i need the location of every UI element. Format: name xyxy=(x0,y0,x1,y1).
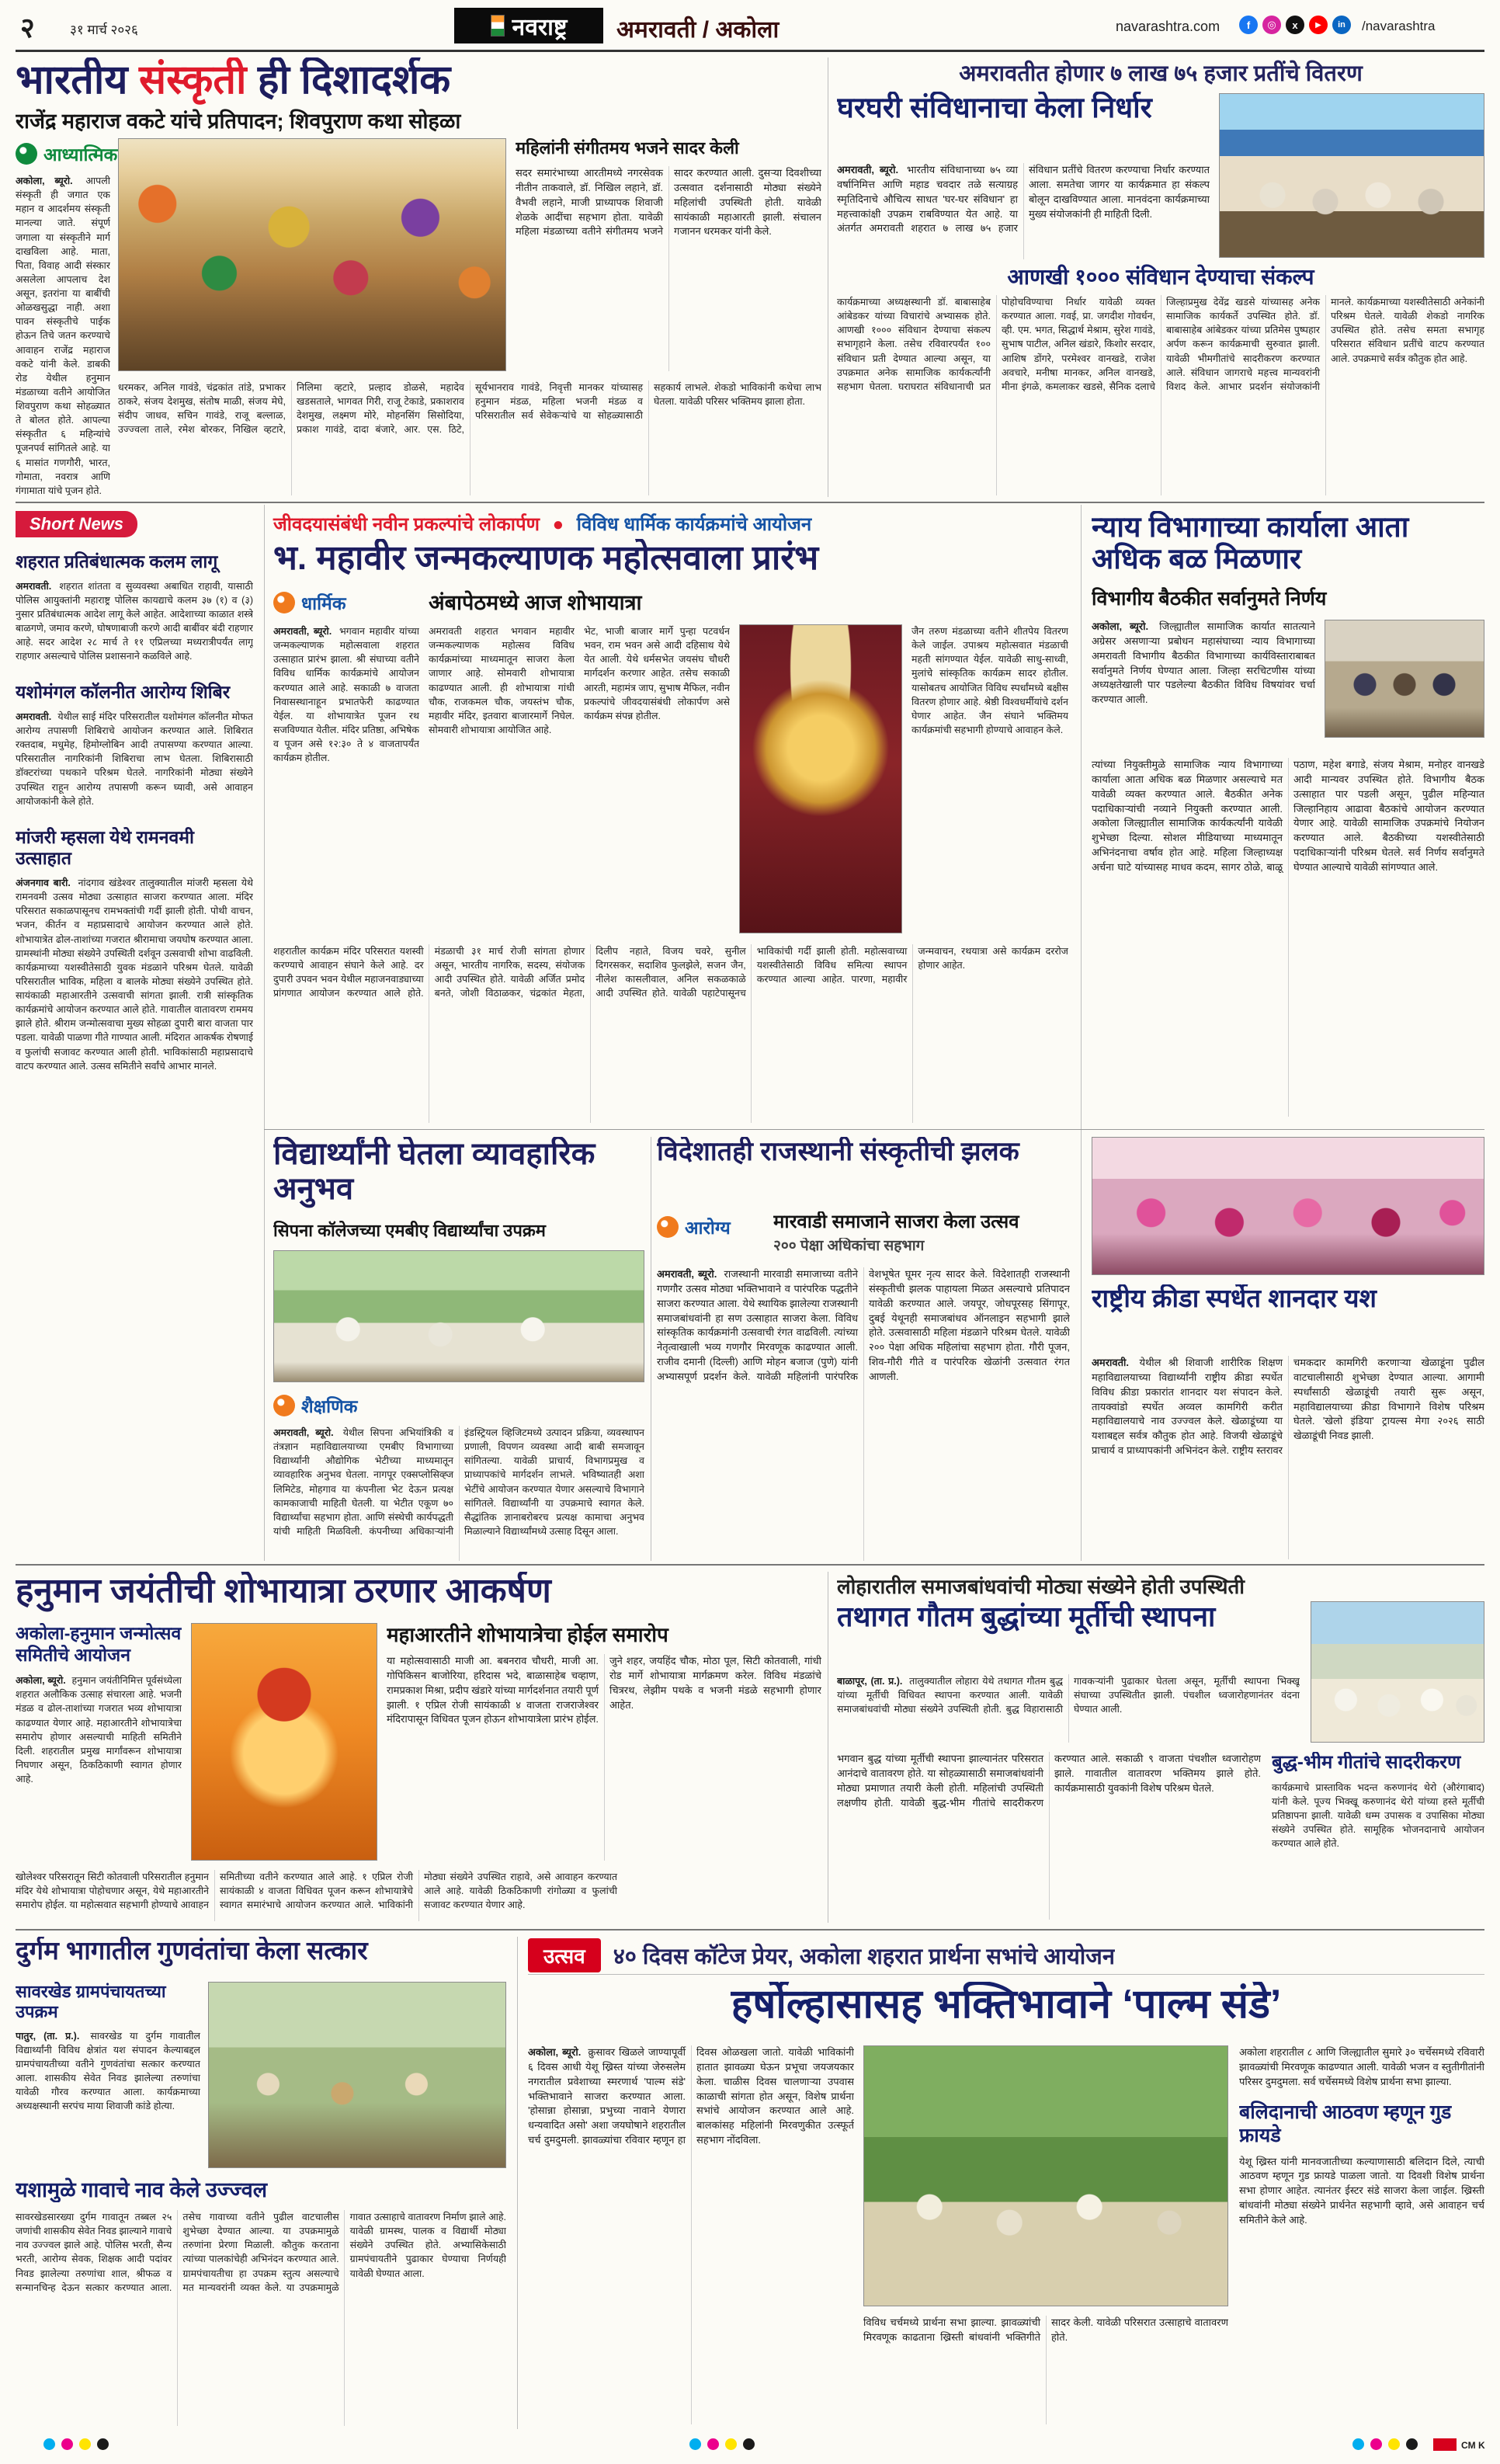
mahavir-kicker xyxy=(273,511,1068,537)
body-text: येथील सिपना अभियांत्रिकी व तंत्रज्ञान महाविद्यालयाच्या एमबीए विभागाच्या विद्यार्थ्यांनी औद्योगिक भेटीच्या माध्यमातून व्यावहारिक अनुभव घेतला. नागपूर एक्सप्लोसिव्ह्ज लिमिटेड, मोहगाव या कंपनीला भेट देऊन प्रत्यक्ष कामकाजाची माहिती घेतली. या भेटीत एकूण ७० विद्यार्थ्यांचा सहभाग होता. xyxy=(273,1427,453,1523)
buddha-kicker: लोहारातील समाजबांधवांची मोठ्या संख्येने होती उपस्थिती xyxy=(837,1575,1245,1598)
body-text: हनुमान जयंतीनिमित्त पूर्वसंध्येला शहरात अलौकिक उत्साह संचारला आहे. भजनी मंडळ व ढोल-ताशांच्या गजरात भव्य शोभायात्रा काढण्यात येणार आहे. महाआरतीने शोभायात्रेचा समारोप होणार असल्याची माहिती समितीने दिली. शहरातील प्रमुख मार्गांवरून शोभायात्रा निघणार असून, ठिकठिकाणी स्वागत होणार आहे. xyxy=(16,1675,182,1785)
short-news-column xyxy=(16,511,253,1555)
spiritual-icon xyxy=(16,143,37,165)
dateline: अकोला, ब्यूरो. xyxy=(528,2046,582,2058)
hanuman-subhead-2: महाआरतीने शोभायात्रेचा होईल समारोप xyxy=(387,1623,668,1646)
dateline: अमरावती, ब्यूरो. xyxy=(273,626,332,637)
print-registration-dots xyxy=(689,2438,755,2450)
sanskruti-body-right xyxy=(516,166,821,371)
header-rule xyxy=(16,50,1484,52)
body-text: क्रुसावर खिळले जाण्यापूर्वी ६ दिवस आधी येशू ख्रिस्त यांच्या जेरुसलेम नगरातील प्रवेशाच्या स्मरणार्थ 'पाल्म संडे' भक्तिभावाने साजरा करण्यात आला. 'होसान्ना होसान्ना, प्रभुच्या नावाने येणारा धन्यवादित असो' अशा जयघोषाने शहरातील चर्च दुमदुमली. झावळ्यांचा रविवार म्हणून हा दिवस ओळखला जातो. यावेळी भाविकांनी हातात झावळ्या घेऊन प्रभूचा जयजयकार केला. चाळीस दिवस चालणाऱ्या उपवास काळाची सांगता होत असून, विशेष प्रार्थना सभांचे आयोजन करण्यात आले आहे. बालकांसह महिलांनी मिरवणुकीत उत्स्फूर्त सहभाग नोंदविला. xyxy=(528,2046,854,2146)
buddha-subhead-2: बुद्ध-भीम गीतांचे सादरीकरण xyxy=(1272,1752,1461,1773)
samvidhan-kicker: अमरावतीत होणार ७ लाख ७५ हजार प्रतींचे वितरण xyxy=(959,61,1363,86)
article-nyay xyxy=(1092,511,1484,1120)
yellow-dot xyxy=(1388,2438,1400,2450)
buddha-right-column xyxy=(1272,1752,1484,1920)
black-dot xyxy=(97,2438,109,2450)
page-date: ३१ मार्च २०२६ xyxy=(70,23,138,37)
palm-right-column xyxy=(1239,2045,1484,2424)
satkar-photo xyxy=(208,1982,506,2168)
nyay-subhead: विभागीय बैठकीत सर्वानुमते निर्णय xyxy=(1092,588,1327,610)
body-text: कार्यक्रमाचे प्रास्ताविक भदन्त करुणानंद थेरो (औरंगाबाद) यांनी केले. पूज्य भिक्खू करुणानंद थेरो यांच्या हस्ते मूर्तीची प्रतिष्ठापना झाली. यावेळी धम्म उपासक व उपासिका मोठ्या संख्येने उपस्थित होते. सामूहिक भोजनदानाचे आयोजन करण्यात आले होते. xyxy=(1272,1781,1484,1850)
website-link[interactable]: navarashtra.com xyxy=(1116,19,1220,34)
column-rule xyxy=(517,1937,518,2429)
religious-tag-label: धार्मिक xyxy=(301,593,346,613)
article-buddha xyxy=(837,1572,1484,1923)
religious-icon xyxy=(273,592,295,613)
samvidhan-body xyxy=(837,163,1210,259)
magenta-dot xyxy=(1370,2438,1382,2450)
vidyarthi-body xyxy=(273,1426,644,1561)
health-tag xyxy=(657,1215,731,1239)
body-text: आणि संस्थेची कार्यपद्धती यांची माहिती मिळविली. कंपनीच्या अधिकाऱ्यांनी इंडस्ट्रियल व्हिजिटमध्ये उत्पादन प्रक्रिया, व्यवस्थापन प्रणाली, विपणन व्यवस्था आदी बाबी समजावून सांगितल्या. यावेळी प्राचार्य, विभागप्रमुख व प्राध्यापकांचे मार्गदर्शन लाभले. भविष्यातही अशा भेटींचे आयोजन करण्यात येणार असल्याचे विभागाने सांगितले. विद्यार्थ्यांनी या उपक्रमाचे स्वागत केले. सैद्धांतिक ज्ञानाबरोबरच प्रत्यक्ष कामाचा अनुभव मिळाल्याने विद्यार्थ्यांमध्ये उत्साह दिसून आला. xyxy=(273,1427,644,1537)
body-text: अमरावती शहरात भगवान महावीर जन्मकल्याणक महोत्सव विविध कार्यक्रमांच्या माध्यमातून साजरा केला जाणार आहे. सोमवारी शोभायात्रा काढण्यात आली. ही शोभायात्रा गांधी चौक, राजकमल चौक, जयस्तंभ चौक, महावीर मंदिर, इतवारा बाजारमार्गे निघेल. सोमवारी शोभायात्रा आयोजित आहे. xyxy=(429,626,575,735)
body-text: येथील साई मंदिर परिसरातील यशोमंगल कॉलनीत मोफत आरोग्य तपासणी शिबिराचे आयोजन करण्यात आले. शिबिरात रक्तदाब, मधुमेह, हिमोग्लोबिन आदी तपासण्या करण्यात आल्या. परिसरातील नागरिकांनी शिबिराचा लाभ घेतला. शिबिरासाठी डॉक्टरांच्या पथकाने परिश्रम घेतले. नागरिकांनी मोठ्या संख्येने उपस्थित राहून आरोग्य तपासणी करून घ्यावी, असे आवाहन आयोजकांनी केले होते. xyxy=(16,711,253,807)
satkar-headline: दुर्गम भागातील गुणवंतांचा केला सत्कार xyxy=(16,1937,368,1965)
hanuman-deity-image xyxy=(191,1623,377,1861)
article-rajasthani xyxy=(657,1137,1070,1561)
short-news-body xyxy=(16,579,253,664)
marwadi-utsav-photo xyxy=(1092,1137,1484,1275)
satkar-body xyxy=(16,2210,506,2426)
education-tag-label: शैक्षणिक xyxy=(301,1396,358,1416)
sanskruti-body-left xyxy=(16,174,110,495)
facebook-icon[interactable]: f xyxy=(1239,16,1258,34)
palm-body-right xyxy=(1239,2155,1484,2228)
article-palm-sunday xyxy=(528,1937,1484,2429)
mahavir-col-2 xyxy=(429,624,575,933)
vidyarthi-headline: विद्यार्थ्यांनी घेतला व्यावहारिक अनुभव xyxy=(273,1137,595,1206)
short-news-item xyxy=(16,682,253,808)
hanuman-side-column xyxy=(16,1623,182,1867)
vidyarthi-subhead: सिपना कॉलेजच्या एमबीए विद्यार्थ्यांचा उपक्रम xyxy=(273,1221,546,1240)
dateline: अमरावती. xyxy=(16,580,52,592)
hanuman-body-left xyxy=(16,1673,182,1786)
hanuman-side-head: अकोला-हनुमान जन्मोत्सव समितीचे आयोजन xyxy=(16,1623,182,1665)
article-vidyarthi xyxy=(273,1137,644,1561)
short-news-title: यशोमंगल कॉलनीत आरोग्य शिबिर xyxy=(16,682,231,703)
article-satkar xyxy=(16,1937,506,2429)
rajasthani-body xyxy=(657,1267,1070,1561)
page-header xyxy=(0,0,1500,51)
edition-label: अमरावती / अकोला xyxy=(616,17,780,43)
body-text: आपली संस्कृती ही जगात एक महान व आदर्शमय संस्कृती मानल्या जाते. संपूर्ण जगाला या संस्कृतीने मार्ग दाखविला आहे. माता, पिता, विवाह आदी संस्कार असलेला आपलाच देश असून, इतरांना या बाबींची ओळखसुद्धा नाही. अशा पावन संस्कृतीचे पाईक होऊन तिचे जतन करण्याचे आवाहन राजेंद्र महाराज वकटे यांनी केले. डाबकी रोड येथील हनुमान मंडळाच्या वतीने आयोजित शिवपुराण कथा सोहळ्यात ते बोलत होते. आपल्या संस्कृतीत ६ महिन्यांचे पूजनपर्व सांगितले आहे. या ६ मासांत गणगौरी, भारत, गोमाता, नवरात्र आणि गंगामाता यांचे पूजन होते. xyxy=(16,176,110,495)
mahavir-statue-photo xyxy=(739,624,902,933)
yellow-dot xyxy=(79,2438,91,2450)
masthead-title: नवराष्ट्र xyxy=(512,14,568,40)
body-text: जिल्ह्यातील सामाजिक कार्यात सातत्याने अग्रेसर असणाऱ्या प्रबोधन महासंघाच्या न्याय विभागाच्या अमरावती विभागीय बैठकीत विभागाच्या कार्यविस्ताराबाबत सर्वानुमते निर्णय घेण्यात आला. जिल्हा सरचिटणीस यांच्या अध्यक्षतेखाली पार पडलेल्या बैठकीत विविध विषयांवर चर्चा करण्यात आली. xyxy=(1092,620,1315,706)
dateline: अकोला, ब्यूरो. xyxy=(1092,620,1149,632)
headline-part-red: संस्कृती xyxy=(139,57,247,103)
sanskruti-body-bottom xyxy=(118,381,821,495)
short-news-body xyxy=(16,876,253,1073)
article-sanskruti xyxy=(16,57,821,497)
body-text: सावरखेडसारख्या दुर्गम गावातून तब्बल २५ जणांची शासकीय सेवेत निवड झाल्याने गावाचे नाव उज्ज्वल झाले आहे. पोलिस भरती, सैन्य भरती, आरोग्य सेवक, शिक्षक आदी पदांवर निवड झालेल्या तरुणांचा शाल, श्रीफळ व सन्मानचिन्ह देऊन सत्कार करण्यात आला. तसेच गावाच्या वतीने पुढील वाटचालीस शुभेच्छा देण्यात आल्या. या उपक्रमामुळे तरुणांना प्रेरणा मिळाली. xyxy=(16,2212,339,2293)
section-rule xyxy=(16,502,1484,503)
instagram-icon[interactable]: ◎ xyxy=(1262,16,1281,34)
print-registration-dots xyxy=(1352,2438,1418,2450)
dateline: पातुर, (ता. प्र.). xyxy=(16,2030,80,2042)
buddha-body-intro xyxy=(837,1674,1300,1743)
satkar-body-left xyxy=(16,2029,200,2114)
sanskruti-photo xyxy=(118,138,506,371)
rajasthani-subhead: मारवाडी समाजाने साजरा केला उत्सव xyxy=(773,1211,1019,1232)
body-text: येथील श्री शिवाजी शारीरिक शिक्षण महाविद्यालयाच्या विद्यार्थ्यांनी राष्ट्रीय क्रीडा स्पर्धेत विविध क्रीडा प्रकारांत शानदार यश संपादन केले. तायक्वांडो स्पर्धेत अव्वल कामगिरी करीत महाविद्यालयाचे नाव उज्ज्वल केले. खेळाडूंच्या या यशाबद्दल सर्वत्र कौतुक होत आहे. विजयी खेळाडूंचे प्राचार्य व प्राध्यापकांनी अभिनंदन केले. राष्ट्रीय स्तरावर चमकदार कामगिरी करणाऱ्या खेळाडूंना पुढील वाटचालीसाठी शुभेच्छा देण्यात आल्या. आगामी स्पर्धांसाठी खेळाडूंची तयारी सुरू असून, महाविद्यालयाच्या क्रीडा विभागाने विशेष परिश्रम घेतले. 'खेलो इंडिया' ट्रायल्स मेगा २०२६ साठी खेळाडूंची निवड झाली. xyxy=(1092,1357,1484,1457)
body-text: येशू ख्रिस्त यांनी मानवजातीच्या कल्याणासाठी बलिदान दिले, त्याची आठवण म्हणून गुड फ्रायडे पाळला जातो. या दिवशी विशेष प्रार्थना सभा होणार आहेत. त्यानंतर ईस्टर संडे साजरा केला जाईल. ख्रिस्ती बांधवांनी मोठ्या संख्येने प्रार्थनेत सहभागी व्हावे, असे आवाहन चर्च समितीने केले आहे. xyxy=(1239,2155,1484,2226)
body-text: कौतुक करताना त्यांच्या पालकांचेही अभिनंदन करण्यात आले. ग्रामपंचायतीचा हा उपक्रम स्तुत्य असल्याचे मत मान्यवरांनी व्यक्त केले. या उपक्रमामुळे गावात उत्साहाचे वातावरण निर्माण झाले आहे. यावेळी ग्रामस्थ, पालक व विद्यार्थी मोठ्या संख्येने उपस्थित होते. अभ्यासिकेसाठी ग्रामपंचायतीने पुढाकार घेण्याचा निर्णयही यावेळी घेण्यात आला. xyxy=(182,2212,506,2293)
body-text: गवई, प्रा. जगदीश गोवर्धन, व्ही. एम. भगत, सिद्धार्थ मेश्राम, सुरेश गावंडे, सुभाष पाटील, अनिल खंडारे, किशोर सरदार, आशिष डोंगरे, परमेश्वर वानखडे, राजेश अवचारे, मनीषा मानकर, अनिल वानखडे, मीना इंगळे, कमलाकर खडसे, सैनिक दलाचे जिल्हाप्रमुख देवेंद्र खडसे यांच्यासह अनेक सामाजिक कार्यकर्ते उपस्थित होते. डॉ. बाबासाहेब आंबेडकर यांच्या प्रतिमेस पुष्पहार अर्पण करून कार्यक्रमाची सुरुवात झाली. यावेळी भीमगीतांचे सादरीकरण करण्यात आले. संविधान जागराचे महत्त्व मान्यवरांनी विशद केले. आभार प्रदर्शन संयोजकांनी मानले. कार्यक्रमाच्या यशस्वीतेसाठी अनेकांनी परिश्रम घेतले. यावेळी शेकडो नागरिक उपस्थित होते. तसेच समता सभागृह परिसरात संविधान प्रतींचे वाटप करण्यात आले. उपक्रमाचे सर्वत्र कौतुक होत आहे. xyxy=(1002,297,1484,392)
palm-photo xyxy=(863,2045,1228,2306)
sanskruti-headline xyxy=(16,57,821,106)
yellow-dot xyxy=(725,2438,737,2450)
palm-right-top xyxy=(1239,2045,1484,2090)
palm-kicker: ४० दिवस कॉटेज प्रेयर, अकोला शहरात प्रार्थना सभांचे आयोजन xyxy=(613,1944,1115,1969)
body-text: या महोत्सवासाठी माजी आ. बबनराव चौधरी, माजी आ. गोपिकिसन बाजोरिया, हरिदास भदे, बाळासाहेब चव्हाण, रामप्रकाश मिश्रा, प्रदीप खंडारे यांच्या मार्गदर्शनात तयारी पूर्ण झाली. १ एप्रिल रोजी सायंकाळी ४ वाजता राजराजेश्वर मंदिरापासून विधिवत पूजन होऊन शोभायात्रेला प्रारंभ होईल. जुने शहर, जयहिंद चौक, मोठा पूल, सिटी कोतवाली, गांधी रोड मार्गे शोभायात्रा मार्गक्रमण करेल. विविध मंडळांचे चित्ररथ, लेझीम पथके व भजनी मंडळे सहभागी होणार आहेत. xyxy=(387,1655,821,1725)
color-bar xyxy=(1433,2438,1457,2451)
short-news-title: मांजरी म्हसला येथे रामनवमी उत्साहात xyxy=(16,826,194,869)
youtube-icon[interactable]: ▶ xyxy=(1309,16,1328,34)
nyay-headline: न्याय विभागाच्या कार्याला आता अधिक बळ मिळणार xyxy=(1092,511,1409,575)
nyay-photo xyxy=(1325,620,1484,738)
spiritual-tag-label: आध्यात्मिक xyxy=(43,144,118,165)
mahavir-headline: भ. महावीर जन्मकल्याणक महोत्सवाला प्रारंभ xyxy=(273,539,819,577)
article-samvidhan xyxy=(837,57,1484,497)
religious-tag xyxy=(273,590,345,615)
palm-banner xyxy=(528,1937,1484,1975)
satkar-subhead-2: यशामुळे गावाचे नाव केले उज्ज्वल xyxy=(16,2178,268,2202)
body-text: भेट, भाजी बाजार मार्गे पुन्हा पटवर्धन भवन, राम भवन असे आदी दहिसाथ येथे येत आली. येथे धर्मसभेत जयसंघ चौधरी मार्गदर्शन करणार आहेत. तसेच सकाळी आरती, महामंत्र जाप, सुभाष मैफिल, नवीन प्रकल्पांचे जीवदयासंबंधी लोकार्पण असे कार्यक्रम संपन्न होतील. xyxy=(584,626,730,721)
health-icon xyxy=(657,1216,679,1238)
body-text: भगवान महावीर यांच्या जन्मकल्याणक महोत्सवाला शहरात उत्साहात प्रारंभ झाला. श्री संघाच्या वतीने विविध धार्मिक कार्यक्रमांचे आयोजन करण्यात आले आहे. सकाळी ७ वाजता निवासस्थानाहून प्रभातफेरी काढण्यात येईल. या शोभायात्रेत पूजन रथ सजविण्यात येतील. मंदिर प्रतिष्ठा, अभिषेक व पूजन असे १२:३० ते ४ वाजतापर्यंत कार्यक्रम होतील. xyxy=(273,626,419,764)
hanuman-body-bottom xyxy=(16,1870,821,1921)
magenta-dot xyxy=(61,2438,73,2450)
palm-headline: हर्षोल्हासासह भक्तिभावाने ‘पाल्म संडे’ xyxy=(731,1982,1282,2027)
section-rule xyxy=(16,1929,1484,1931)
short-news-label: Short News xyxy=(16,511,137,537)
dateline: अमरावती. xyxy=(1092,1357,1130,1368)
dateline: अमरावती, ब्यूरो. xyxy=(273,1427,334,1438)
festival-tag: उत्सव xyxy=(528,1938,601,1972)
education-icon xyxy=(273,1395,295,1416)
social-handle: /navarashtra xyxy=(1362,19,1436,33)
body-text: राजस्थानी मारवाडी समाजाच्या वतीने गणगौर उत्सव मोठ्या भक्तिभावाने व पारंपरिक पद्धतीने साजरा करण्यात आला. येथे स्थायिक झालेल्या राजस्थानी समाजबांधवांनी हा सण उत्साहात साजरा केला. विविध सांस्कृतिक कार्यक्रमांनी उत्सवाची रंगत वाढविली. xyxy=(657,1268,859,1339)
buddha-body xyxy=(837,1752,1261,1920)
samvidhan-photo xyxy=(1219,93,1484,258)
palm-body-under-photo xyxy=(863,2316,1228,2424)
samvidhan-headline: घरघरी संविधानाचा केला निर्धार xyxy=(837,92,1152,123)
rajasthani-highlight: २०० पेक्षा अधिकांचा सहभाग xyxy=(773,1238,925,1254)
black-dot xyxy=(1406,2438,1418,2450)
mahavir-col-1 xyxy=(273,624,419,933)
education-tag xyxy=(273,1393,357,1418)
buddha-headline: तथागत गौतम बुद्धांच्या मूर्तीची स्थापना xyxy=(837,1601,1216,1632)
cyan-dot xyxy=(1352,2438,1364,2450)
body-text: भारतीय संविधानाच्या ७५ व्या वर्षानिमित्त आणि महाड चवदार तळे सत्याग्रह स्मृतिदिनाचे औचित्य साधत 'घर-घर संविधान' हा महत्त्वाकांक्षी उपक्रम राबविण्यात येत आहे. या अंतर्गत अमरावती शहरात ७ लाख ७५ हजार संविधान प्रतींचे वितरण करण्याचा निर्धार करण्यात आला. समतेचा जागर या कार्यक्रमात हा संकल्प बोलून दाखविण्यात आला. मानवंदना कार्यक्रमाच्या मुख्य संयोजकांनी ही माहिती दिली. xyxy=(837,164,1210,235)
article-mahavir xyxy=(273,511,1068,1126)
satkar-side-column xyxy=(16,1982,200,2168)
krida-body xyxy=(1092,1356,1484,1559)
dateline: अकोला, ब्यूरो. xyxy=(16,1675,66,1687)
headline-part: भारतीय xyxy=(16,57,140,103)
body-text: कार्यक्रमाच्या अध्यक्षस्थानी डॉ. बाबासाहेब आंबेडकर यांच्या विचारांचे अभ्यासक होते. आणखी १००० संविधान देण्याचा संकल्प सभागृहाने केला. तसेच रविवारपर्यंत १०० संविधान प्रती देण्यात आल्या असून, या उपक्रमात अनेक सामाजिक कार्यकर्त्यांनी सहभाग घेतला. घराघरात संविधानाची प्रत पोहोचविण्याचा निर्धार यावेळी व्यक्त करण्यात आला. xyxy=(837,297,1155,392)
body-text: खोलेश्वर परिसरातून सिटी कोतवाली परिसरातील हनुमान मंदिर येथे शोभायात्रा पोहोचणार असून, येथे महाआरतीने समारोप होईल. या महोत्सवात सहभागी होण्याचे आवाहन समितीच्या वतीने करण्यात आले आहे. १ एप्रिल रोजी सायंकाळी ४ वाजता विधिवत पूजन करून शोभायात्रेचे स्वागत समारंभाचे आयोजन करण्यात आले. भाविकांनी मोठ्या संख्येने उपस्थित राहावे, असे आवाहन करण्यात आले आहे. यावेळी ठिकठिकाणी रांगोळ्या व फुलांची सजावट करण्यात येणार आहे. xyxy=(16,1871,617,1911)
palm-subhead-2: बलिदानाची आठवण म्हणून गुड फ्रायडे xyxy=(1239,2101,1452,2146)
dateline: अकोला, ब्यूरो. xyxy=(16,176,73,186)
body-text: धरमकर, अनिल गावंडे, चंद्रकांत तांडे, प्रभाकर ठाकरे, संजय देशमुख, संतोष माळी, संजय मेघे, संदीप जाधव, सचिन गावंडे, राजू बल्लाळ, उज्ज्वला ताले, रमेश बोरकर, निखिल व्हटारे, निलिमा व्हटारे, प्रल्हाद डोळसे, महादेव खडसताले, भागवत गिरी, राजू टेकाडे, प्रकाशराव देशमुख, लक्ष्मण मोरे, मोहनसिंग सिसोदिया, प्रकाश गावंडे, दादा बंजारे, आर. एस. ठिटे, सूर्यभानराव गावंडे, निवृत्ती मानकर यांच्यासह हनुमान मंडळ, महिला भजनी मंडळ व परिसरातील सर्व सेवेकऱ्यांचे या सोहळ्यासाठी सहकार्य लाभले. शेकडो भाविकांनी कथेचा लाभ घेतला. यावेळी परिसर भक्तिमय झाला होता. xyxy=(118,382,821,436)
mahavir-col-5 xyxy=(911,624,1068,933)
kicker-red: जीवदयासंबंधी नवीन प्रकल्पांचे लोकार्पण xyxy=(273,514,540,535)
satkar-subhead: सावरखेड ग्रामपंचायतच्या उपक्रम xyxy=(16,1982,166,2022)
article-hanuman xyxy=(16,1572,821,1923)
page-number: २ xyxy=(20,12,35,43)
sanskruti-subhead-2: महिलांनी संगीतमय भजने सादर केली xyxy=(516,138,739,158)
headline-part: ही दिशादर्शक xyxy=(246,57,451,103)
article-krida xyxy=(1092,1284,1484,1561)
mahavir-body-bottom xyxy=(273,944,1068,1123)
social-icons xyxy=(1239,16,1351,34)
dateline: अमरावती. xyxy=(16,711,52,722)
health-tag-label: आरोग्य xyxy=(685,1218,731,1238)
flag-icon xyxy=(491,15,505,36)
print-mark-label: CM K xyxy=(1461,2440,1485,2451)
body-text: तालुक्यातील लोहारा येथे तथागत गौतम बुद्ध यांच्या मूर्तीची विधिवत स्थापना करण्यात आली. यावेळी समाजबांधवांची मोठ्या संख्येने उपस्थिती होती. बुद्ध विहारासाठी गावकऱ्यांनी पुढाकार घेतला असून, मूर्तीची स्थापना भिक्खू संघाच्या उपस्थितीत झाली. पंचशील ध्वजारोहणानंतर वंदना घेण्यात आली. xyxy=(837,1676,1300,1715)
nyay-body xyxy=(1092,758,1484,1117)
krida-headline: राष्ट्रीय क्रीडा स्पर्धेत शानदार यश xyxy=(1092,1284,1377,1312)
body-text: सावरखेड या दुर्गम गावातील विद्यार्थ्यांनी विविध क्षेत्रांत यश संपादन केल्याबद्दल ग्रामपंचायतीच्या वतीने गुणवंतांचा सत्कार करण्यात आला. शासकीय सेवेत निवड झालेल्या तरुणांचा यावेळी गौरव करण्यात आला. कार्यक्रमाच्या अध्यक्षस्थानी सरपंच माया शिवाजी कांडे होत्या. xyxy=(16,2030,200,2112)
linkedin-icon[interactable]: in xyxy=(1332,16,1351,34)
magenta-dot xyxy=(707,2438,719,2450)
body-text: विविध चर्चमध्ये प्रार्थना सभा झाल्या. झावळ्यांची मिरवणूक काढताना ख्रिस्ती बांधवांनी भक्तिगीते सादर केली. यावेळी परिसरात उत्साहाचे वातावरण होते. xyxy=(863,2316,1228,2343)
section-rule xyxy=(16,1564,1484,1566)
kicker-separator: ● xyxy=(552,514,564,535)
mahavir-subhead: अंबापेठमध्ये आज शोभायात्रा xyxy=(429,591,642,614)
sanskruti-subhead: राजेंद्र महाराज वकटे यांचे प्रतिपादन; शिवपुराण कथा सोहळा xyxy=(16,109,461,133)
samvidhan-subhead-2: आणखी १००० संविधान देण्याचा संकल्प xyxy=(1007,265,1314,289)
dateline: अमरावती, ब्यूरो. xyxy=(657,1268,717,1280)
palm-body-left xyxy=(528,2045,854,2424)
body-text: भगवान बुद्ध यांच्या मूर्तीची स्थापना झाल्यानंतर परिसरात आनंदाचे वातावरण होते. या सोहळ्यासाठी समाजबांधवांनी मोठ्या प्रमाणात तयारी केली होती. महिलांची उपस्थिती लक्षणीय होती. यावेळी बुद्ध-भीम गीतांचे सादरीकरण करण्यात आले. सकाळी ९ वाजता पंचशील ध्वजारोहण झाले. गावातील वातावरण भक्तिमय झाले होते. कार्यक्रमासाठी युवकांनी विशेष परिश्रम घेतले. xyxy=(837,1753,1261,1809)
black-dot xyxy=(743,2438,755,2450)
body-text: शहरात शांतता व सुव्यवस्था अबाधित राहावी, यासाठी पोलिस आयुक्तांनी महाराष्ट्र पोलिस कायद्याचे कलम ३७ (१) व (३) नुसार प्रतिबंधात्मक आदेश लागू केले आहेत. आदेशाच्या काळात शस्त्रे बाळगणे, जमाव करणे, घोषणाबाजी करणे आदी बाबींवर बंदी राहणार आहे. सदर आदेश २८ मार्च ते ११ एप्रिलच्या मध्यरात्रीपर्यंत लागू राहणार असल्याचे पोलिस प्रशासनाने कळविले आहे. xyxy=(16,580,253,662)
body-text: त्यांच्या नियुक्तीमुळे सामाजिक न्याय विभागाच्या कार्याला आता अधिक बळ मिळणार असल्याचे मत यावेळी व्यक्त करण्यात आले. बैठकीत अनेक पदाधिकाऱ्यांची नव्याने नियुक्ती करण्यात आली. अकोला जिल्ह्यातील सामाजिक कार्यकर्त्यांनी यावेळी शुभेच्छा दिल्या. सोशल मीडियाच्या माध्यमातून अभिनंदनाचा वर्षाव होत आहे. महिला जिल्हाध्यक्ष अर्चना घाटे यांच्यासह माधव कदम, सागर ठोळे, बाळू पठाण, महेश बगाडे, संजय मेश्राम, मनोहर वानखडे आदी मान्यवर उपस्थित होते. विभागीय बैठक उत्साहात पार पडली असून, पुढील महिन्यात जिल्हानिहाय आढावा बैठकांचे आयोजन करण्यात येणार आहे. यावेळी सामाजिक उपक्रमांचे नियोजन करण्यात आले. बैठकीच्या यशस्वीतेसाठी पदाधिकाऱ्यांनी परिश्रम घेतले. सर्व निर्णय सर्वानुमते घेण्यात आल्याचे यावेळी सांगण्यात आले. xyxy=(1092,759,1484,873)
body-text: नांदगाव खंडेश्वर तालुक्यातील मांजरी म्हसला येथे रामनवमी उत्सव मोठ्या उत्साहात साजरा करण्यात आला. मंदिर परिसरात सकाळपासूनच रामभक्तांची गर्दी झाली होती. पोथी वाचन, भजन, कीर्तन व महाप्रसादाचे आयोजन करण्यात आले होते. शोभायात्रेत ढोल-ताशांच्या गजरात श्रीरामाचा जयघोष करण्यात आला. ग्रामस्थांनी मोठ्या संख्येने उपस्थिती दर्शवून उत्सवाची शोभा वाढविली. कार्यक्रमाच्या यशस्वीतेसाठी युवक मंडळाने परिश्रम घेतले. यावेळी परिसरातील भाविक, महिला व बालके मोठ्या संख्येने उपस्थित होते. सायंकाळी महाआरतीने उत्सवाची सांगता झाली. रात्री सांस्कृतिक कार्यक्रमांचे आयोजन करण्यात आले होते. गावातील वातावरण राममय झाले होते. श्रीराम जन्मोत्सवाचा मुख्य सोहळा दुपारी बारा वाजता पार पडला. यावेळी पाळणा गीते गाण्यात आली. मंदिरात आकर्षक रोषणाई व फुलांची सजावट करण्यात आली होती. भाविकांसाठी महाप्रसादाचे वाटप करण्यात आले. उत्सव समितीने सर्वांचे आभार मानले. xyxy=(16,878,253,1072)
body-text: जैन तरुण मंडळाच्या वतीने शीतपेय वितरण केले जाईल. उपाश्रय महोत्सवात मंडळाची महती सांगण्यात येईल. यावेळी साधु-साध्वी, मुलांचे सांस्कृतिक कार्यक्रम सादर होतील. यासोबतच आयोजित विविध स्पर्धांमध्ये बक्षीस वितरण होणार आहे. श्रेष्ठी विश्वधर्मीयांचे दर्शन घेणार आहेत. जैन संघाने भक्तिमय कार्यक्रमांची सहभागी होण्याचे आवाहन केले. xyxy=(911,626,1068,735)
spiritual-tag xyxy=(16,141,117,166)
masthead xyxy=(454,8,603,43)
short-news-body xyxy=(16,710,253,808)
samvidhan-body-bottom xyxy=(837,295,1484,495)
body-text: त्यांच्या नेतृत्वाखाली भव्य गणगौर मिरवणूक काढण्यात आली. राजीव दमानी (दिल्ली) आणि मोहन बजाज (पुणे) यांनी अभ्यासपूर्ण प्रदर्शन केले. यावेळी महिलांनी पारंपरिक वेशभूषेत घूमर नृत्य सादर केले. विदेशातही राजस्थानी संस्कृतीची झलक पाहायला मिळत असल्याचे प्रतिपादन यावेळी करण्यात आले. जयपूर, जोधपूरसह सिंगापूर, दुबई येथूनही समाजबांधव ऑनलाइन सहभागी झाले होते. उत्सवासाठी महिला मंडळाने परिश्रम घेतले. यावेळी २०० पेक्षा अधिक महिलांचा सहभाग होता. गौरी पूजन, शिव-गौरी गीते व पारंपरिक खेळांनी उत्सवात रंगत आणली. xyxy=(657,1268,1070,1382)
dateline: बाळापूर, (ता. प्र.). xyxy=(837,1676,903,1687)
buddha-body-right xyxy=(1272,1781,1484,1851)
kicker-blue: विविध धार्मिक कार्यक्रमांचे आयोजन xyxy=(576,514,812,535)
short-news-item xyxy=(16,551,253,663)
dateline: अंजनगाव बारी. xyxy=(16,878,71,888)
dateline: अमरावती, ब्यूरो. xyxy=(837,164,899,176)
column-rule xyxy=(1081,505,1082,1561)
body-text: सदर समारंभाच्या आरतीमध्ये नगरसेवक नीतीन ताकवाले, डॉ. निखिल लहाने, डॉ. वैभवी लहाने, माजी प्राध्यापक शिवाजी शेळके आदींचा सहभाग होता. यावेळी महिला मंडळाच्या वतीने संगीतमय भजने सादर करण्यात आली. दुसऱ्या दिवशीच्या उत्सवात दर्शनासाठी मोठ्या संख्येने महिलांची उपस्थिती होती. यावेळी सायंकाळी महाआरती झाली. संचालन गजानन धरमकर यांनी केले. xyxy=(516,167,821,238)
cyan-dot xyxy=(43,2438,55,2450)
body-text: शहरातील कार्यक्रम मंदिर परिसरात यशस्वी करण्याचे आवाहन संघाने केले आहे. दर दुपारी उपवन भवन येथील महाजनवाड्याच्या प्रांगणात आयोजन करण्यात आले होते. मंडळाची ३१ मार्च रोजी सांगता होणार असून, भारतीय नागरिक, सदस्य, संयोजक आदी उपस्थित होते. यावेळी अर्जित प्रमोद बनते, जोशी विठाळकर, चंद्रकांत मेहता, दिलीप नहाते, विजय चवरे, सुनील दिगरसकर, सदाशिव फुलझेले, सजन जैन, नीलेश कासलीवाल, अनिल सकळकाळे आदी उपस्थित होते. यावेळी पहाटेपासूनच भाविकांची गर्दी झाली होती. महोत्सवाच्या यशस्वीतेसाठी विविध समित्या स्थापन करण्यात आल्या आहेत. पारणा, महावीर जन्मवाचन, रथयात्रा असे कार्यक्रम दररोज होणार आहेत. xyxy=(273,946,1068,999)
x-icon[interactable]: x xyxy=(1286,16,1304,34)
short-news-title: शहरात प्रतिबंधात्मक कलम लागू xyxy=(16,551,218,572)
hanuman-headline: हनुमान जयंतीची शोभायात्रा ठरणार आकर्षण xyxy=(16,1572,551,1610)
section-rule xyxy=(264,1129,1484,1130)
body-text: अकोला शहरातील ८ आणि जिल्ह्यातील सुमारे ३० चर्चेसमध्ये रविवारी झावळ्यांची मिरवणूक काढण्यात आली. यावेळी भजन व स्तुतीगीतांनी परिसर दुमदुमला. सर्व चर्चेसमध्ये विशेष प्रार्थना सभा झाल्या. xyxy=(1239,2046,1484,2087)
vidyarthi-photo xyxy=(273,1250,644,1382)
print-registration-dots xyxy=(43,2438,109,2450)
hanuman-body-right xyxy=(387,1654,821,1861)
short-news-item xyxy=(16,827,253,1073)
mahavir-col-3 xyxy=(584,624,730,933)
nyay-body-intro xyxy=(1092,620,1315,750)
column-rule xyxy=(264,505,265,1561)
rajasthani-headline: विदेशातही राजस्थानी संस्कृतीची झलक xyxy=(657,1137,1019,1166)
buddha-photo xyxy=(1311,1601,1484,1743)
cyan-dot xyxy=(689,2438,701,2450)
